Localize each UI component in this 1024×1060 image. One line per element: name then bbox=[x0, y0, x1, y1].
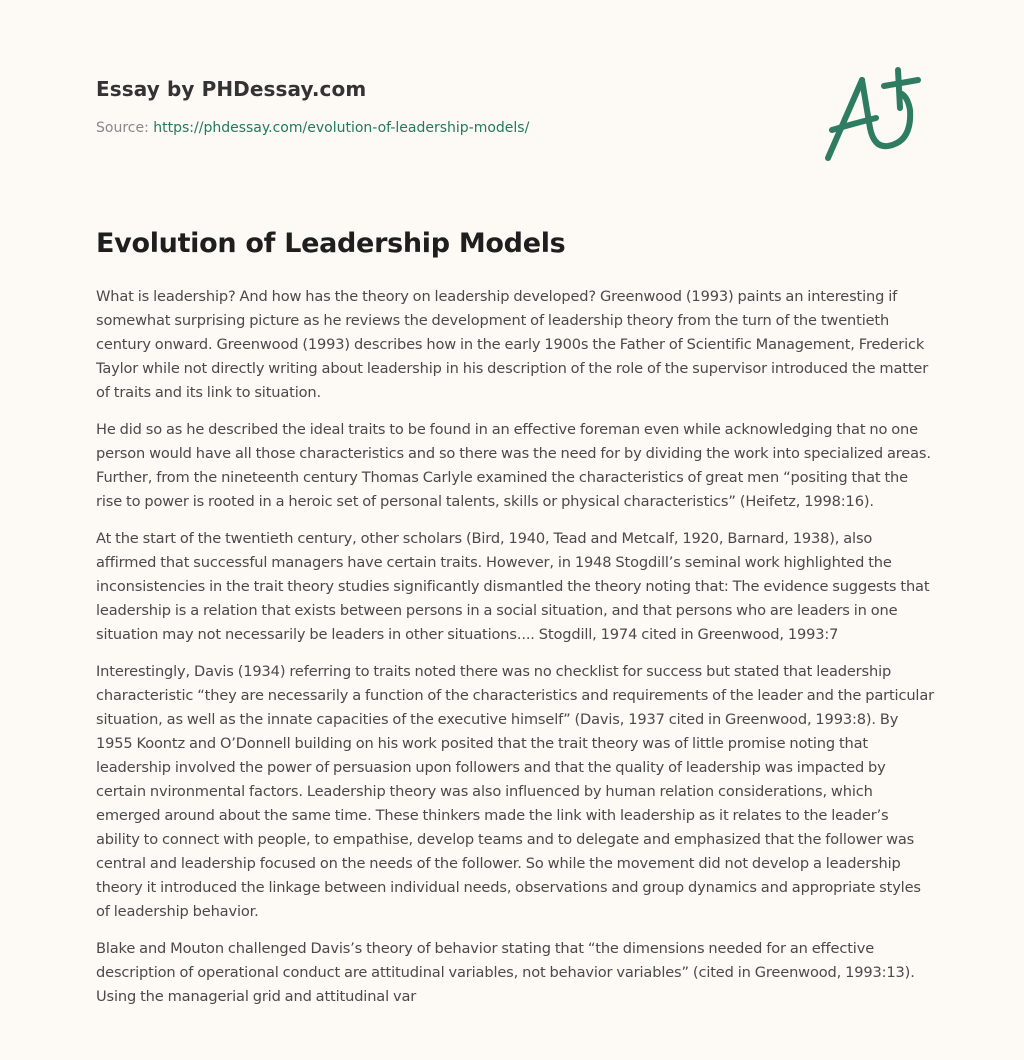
a-plus-grade-icon bbox=[818, 66, 930, 166]
site-title: Essay by PHDessay.com bbox=[96, 77, 367, 101]
source-link[interactable]: https://phdessay.com/evolution-of-leadership-models/ bbox=[153, 120, 530, 136]
essay-paragraph: Blake and Mouton challenged Davis’s theory of behavior stating that “the dimensions needed for an effective description of operational conduct are attitudinal variables, not behavior variables” (cited in Greenwood, 1993:13). Using the managerial grid and attitudinal var bbox=[96, 940, 915, 1005]
page-header bbox=[96, 74, 796, 138]
page-title: Evolution of Leadership Models bbox=[96, 228, 566, 259]
essay-paragraph: Interestingly, Davis (1934) referring to traits noted there was no checklist for success but stated that leadership characteristic “they are necessarily a function of the characteristics and requirements of the leader and the particular situation, as well as the innate capacities of the executive himself” (Davis, 1937 cited in Greenwood, 1993:8). By 1955 Koontz and O’Donnell building on his work posited that the trait theory was of little promise noting that leadership involved the power of persuasion upon followers and that the quality of leadership was impacted by certain nvironmental factors. Leadership theory was also influenced by human relation considerations, which emerged around about the same time. These thinkers made the link with leadership as it relates to the leader’s ability to connect with people, to empathise, develop teams and to delegate and emphasized that the follower was central and leadership focused on the needs of the follower. So while the movement did not develop a leadership theory it introduced the linkage between individual needs, observations and group dynamics and appropriate styles of leadership behavior. bbox=[96, 663, 934, 920]
essay-paragraph: What is leadership? And how has the theory on leadership developed? Greenwood (1993) paints an interesting if somewhat surprising picture as he reviews the development of leadership theory from the turn of the twentieth century onward. Greenwood (1993) describes how in the early 1900s the Father of Scientific Management, Frederick Taylor while not directly writing about leadership in his description of the role of the supervisor introduced the matter of traits and its link to situation. bbox=[96, 288, 929, 401]
source-label: Source: bbox=[96, 120, 154, 136]
essay-body bbox=[96, 285, 936, 1022]
essay-paragraph: He did so as he described the ideal traits to be found in an effective foreman even while acknowledging that no one person would have all those characteristics and so there was the need for by dividing the work into specialized areas. Further, from the nineteenth century Thomas Carlyle examined the characteristics of great men “positing that the rise to power is rooted in a heroic set of personal talents, skills or physical characteristics” (Heifetz, 1998:16). bbox=[96, 421, 931, 510]
source-line bbox=[96, 118, 796, 138]
essay-paragraph: At the start of the twentieth century, other scholars (Bird, 1940, Tead and Metcalf, 1920, Barnard, 1938), also affirmed that successful managers have certain traits. However, in 1948 Stogdill’s seminal work highlighted the inconsistencies in the trait theory studies significantly dismantled the theory noting that: The evidence suggests that leadership is a relation that exists between persons in a social situation, and that persons who are leaders in one situation may not necessarily be leaders in other situations.... Stogdill, 1974 cited in Greenwood, 1993:7 bbox=[96, 530, 930, 643]
